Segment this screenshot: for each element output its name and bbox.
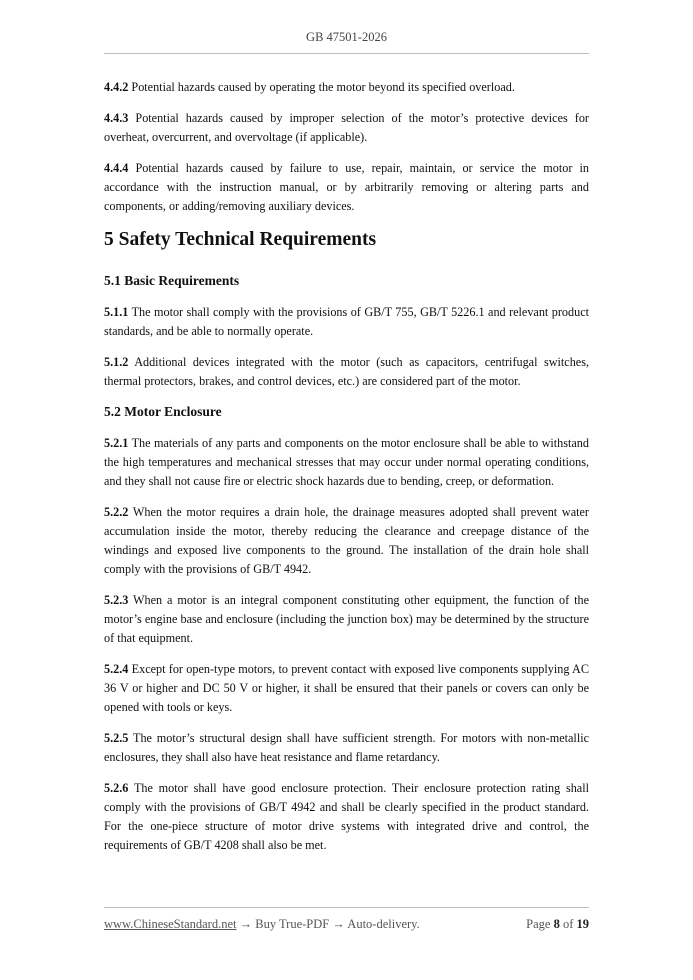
clause-5-2-1	[104, 434, 589, 491]
clause-text: The motor shall have good enclosure protection. Their enclosure protection rating shall comply with the provisions of GB/T 4942 and shall be clearly specified in the product standard. For the one-piece structure of motor drive systems with integrated drive and control, the requirements of GB/T 4208 shall also be met.	[104, 781, 589, 852]
clause-5-2-6	[104, 779, 589, 855]
clause-text: Additional devices integrated with the motor (such as capacitors, centrifugal switches, thermal protectors, brakes, and control devices, etc.) are considered part of the motor.	[104, 355, 589, 388]
clause-number: 5.2.5	[104, 731, 129, 745]
page-label: Page	[526, 917, 554, 931]
footer-promo	[104, 917, 420, 932]
clause-text: When a motor is an integral component constituting other equipment, the function of the motor’s engine base and enclosure (including the junction box) may be determined by the structure of that equipment.	[104, 593, 589, 645]
page-header-title: GB 47501-2026	[306, 30, 387, 44]
clause-5-1-2	[104, 353, 589, 391]
page-of: of	[559, 917, 577, 931]
clause-text: Potential hazards caused by improper selection of the motor’s protective devices for overheat, overcurrent, and overvoltage (if applicable).	[104, 111, 589, 144]
clause-text: Potential hazards caused by operating the motor beyond its specified overload.	[128, 80, 515, 94]
footer-promo-text: → Buy True-PDF → Auto-delivery.	[236, 917, 420, 931]
header-divider	[104, 53, 589, 54]
footer-divider	[104, 907, 589, 908]
clause-number: 5.1.1	[104, 305, 129, 319]
section-5-heading: 5 Safety Technical Requirements	[104, 229, 377, 250]
clause-text: The motor’s structural design shall have sufficient strength. For motors with non-metallic enclosures, they shall also have heat resistance and flame retardancy.	[104, 731, 589, 764]
clause-number: 4.4.3	[104, 111, 129, 125]
page-total: 19	[576, 917, 589, 931]
clause-number: 5.2.2	[104, 505, 129, 519]
clause-text: The motor shall comply with the provisions of GB/T 755, GB/T 5226.1 and relevant product standards, and be able to normally operate.	[104, 305, 589, 338]
clause-number: 5.2.6	[104, 781, 129, 795]
clause-number: 5.1.2	[104, 355, 129, 369]
clause-text: Potential hazards caused by failure to use, repair, maintain, or service the motor in accordance with the instruction manual, or by arbitrarily removing or altering parts and components, or adding/removing auxiliary devices.	[104, 161, 589, 213]
clause-number: 4.4.2	[104, 80, 129, 94]
clause-4-4-4	[104, 159, 589, 216]
document-body	[104, 78, 589, 867]
section-5-2-heading: 5.2 Motor Enclosure	[104, 404, 222, 419]
clause-number: 4.4.4	[104, 161, 129, 175]
clause-4-4-3	[104, 109, 589, 147]
clause-text: When the motor requires a drain hole, the drainage measures adopted shall prevent water accumulation inside the motor, thereby reducing the clearance and creepage distance of the windings and exposed live components to the ground. The installation of the drain hole shall comply with the provisions of GB/T 4942.	[104, 505, 589, 576]
clause-number: 5.2.3	[104, 593, 129, 607]
page-current: 8	[553, 917, 560, 931]
clause-5-2-5	[104, 729, 589, 767]
page-footer	[104, 917, 589, 932]
clause-5-1-1	[104, 303, 589, 341]
clause-text: The materials of any parts and components on the motor enclosure shall be able to withstand the high temperatures and mechanical stresses that may occur under normal operating conditions, and they shall not cause fire or electric shock hazards due to bending, creep, or deformation.	[104, 436, 589, 488]
clause-text: Except for open-type motors, to prevent contact with exposed live components supplying AC 36 V or higher and DC 50 V or higher, it shall be ensured that their panels or covers can only be opened with tools or keys.	[104, 662, 589, 714]
clause-5-2-2	[104, 503, 589, 579]
clause-5-2-3	[104, 591, 589, 648]
chinesestandard-link[interactable]: www.ChineseStandard.net	[104, 917, 237, 931]
page-number	[526, 917, 589, 932]
clause-number: 5.2.4	[104, 662, 129, 676]
section-5-1-heading: 5.1 Basic Requirements	[104, 273, 240, 288]
clause-5-2-4	[104, 660, 589, 717]
clause-4-4-2	[104, 78, 589, 97]
clause-number: 5.2.1	[104, 436, 129, 450]
